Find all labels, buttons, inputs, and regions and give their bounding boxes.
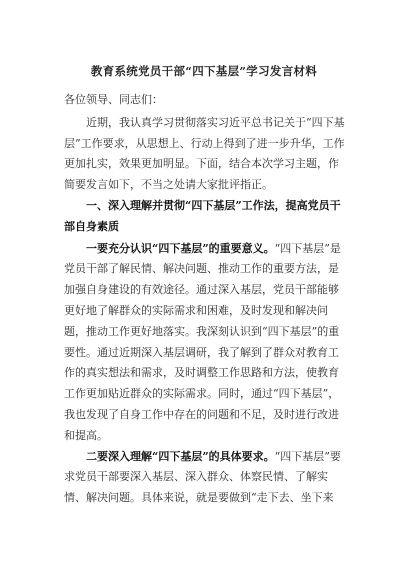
intro-paragraph: 近期，我认真学习贯彻落实习近平总书记关于“四下基层”工作要求，从思想上、行动上得到了进一步升华，工作更加扎实，效果更加明显。下面，结合本次学习主题，作简要发言如下，不当之处请大家批评指正。: [64, 115, 345, 192]
point-one-paragraph: [64, 239, 346, 447]
point-one-lead: 一要充分认识“四下基层”的重要意义。: [86, 241, 275, 255]
document-title: 教育系统党员干部“四下基层”学习发言材料: [90, 64, 318, 78]
point-one-body: “四下基层”是党员干部了解民情、解决问题、推动工作的重要方法，是加强自身建设的有效途径。通过深入基层，党员干部能够更好地了解群众的实际需求和困难，及时发现和解决问题，推动工作更好地落实。我深刻认识到“四下基层”的重要性。通过近期深入基层调研，我了解到了群众对教育工作的真实想法和需求，及时调整工作思路和方法，使教育工作更加贴近群众的实际需求。同时，通过“四下基层”，我也发现了自身工作中存在的问题和不足，及时进行改进和提高。: [64, 241, 341, 442]
section-heading: 一、深入理解并贯彻“四下基层”工作法，提高党员干部自身素质: [64, 198, 341, 233]
point-two-body: “四下基层”要求党员干部要深入基层、深入群众、体察民情、了解实情、解决问题。具体来说，就是要做到“走下去、坐下来: [64, 449, 341, 505]
point-two-paragraph: [64, 447, 346, 509]
point-two-lead: 二要深入理解“四下基层”的具体要求。: [86, 449, 275, 463]
document-body: [64, 90, 346, 509]
salutation: 各位领导、同志们：: [64, 93, 163, 106]
